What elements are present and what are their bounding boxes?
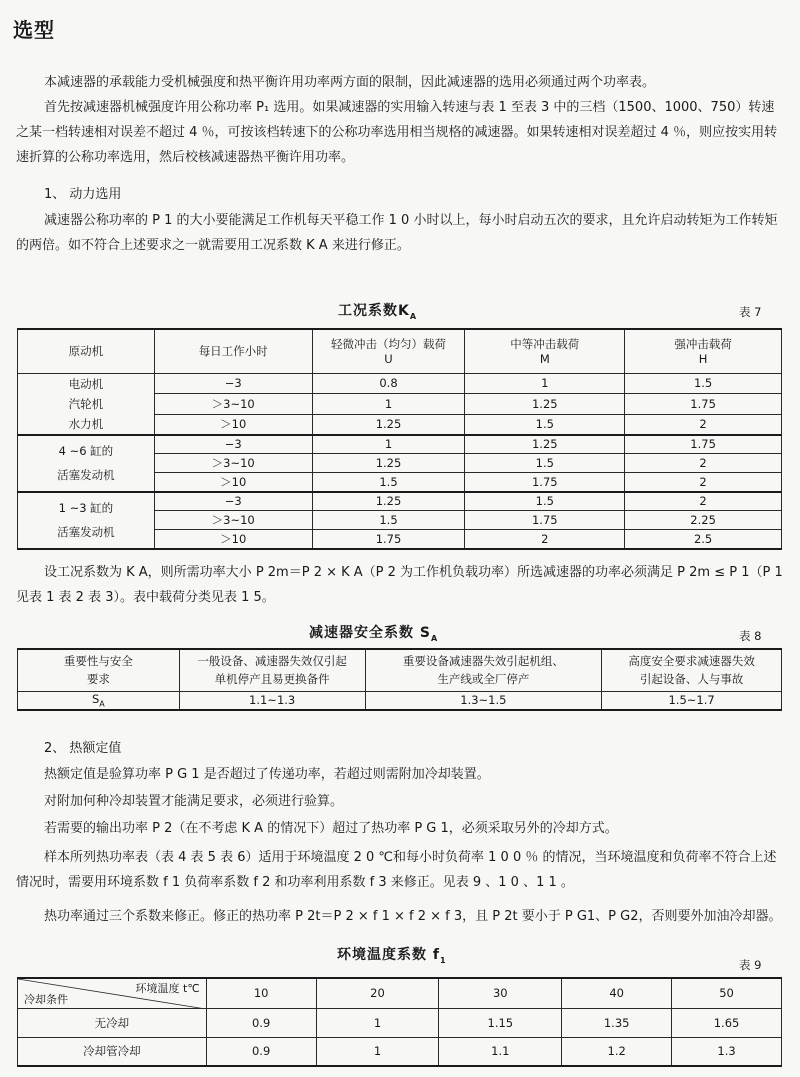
table7-cell: 2	[465, 530, 625, 549]
table9-header-row	[18, 978, 782, 1008]
table8-caption: 减速器安全系数 $S_A$	[309, 625, 439, 643]
table8-safety-factor	[17, 648, 782, 711]
table9-temp: 50	[672, 978, 782, 1008]
table9-corner-cell	[18, 978, 207, 1008]
table7-cell: 1.5	[465, 414, 625, 435]
table9-cell: 1.1	[439, 1037, 562, 1066]
section-heading-power: 1、 动力选用	[44, 187, 122, 202]
paragraph-power: 减速器公称功率的 P 1 的大小要能满足工作机每天平稳工作 1 0 小时以上，每小时启动五次的要求，且允许启动转矩为工作转矩的两倍。如不符合上述要求之一就需要用工况系数 K A 来进行修正。	[16, 213, 778, 253]
table7-cell: 1.75	[625, 435, 782, 454]
table7-cell: 2	[625, 473, 782, 492]
table7-cell: 1.25	[312, 454, 465, 473]
table-row	[18, 373, 782, 394]
table-row	[18, 1037, 782, 1066]
table8-header-high-safety: 高度安全要求减速器失效 引起设备、人与事故	[602, 649, 782, 691]
table7-cell: 1.5	[465, 492, 625, 511]
table9-cell: 1.65	[672, 1008, 782, 1037]
table9-caption: 环境温度系数 $f_1$	[337, 947, 447, 965]
table7-header-hours: 每日工作小时	[154, 329, 312, 373]
table8-cell: 1.3~1.5	[365, 691, 602, 710]
table7-caption: 工况系数$K_A$	[338, 303, 418, 321]
table7-cell: 2	[625, 492, 782, 511]
table9-cell: 0.9	[206, 1008, 316, 1037]
table9-cell: 1	[316, 1037, 439, 1066]
table7-cell: 0.8	[312, 373, 465, 394]
table9-corner-bottom: 冷却条件	[24, 992, 68, 1006]
table-row	[18, 691, 782, 710]
table7-cell: ＞10	[154, 414, 312, 435]
table8-header-general: 一般设备、减速器失效仅引起 单机停产且易更换备件	[179, 649, 365, 691]
table7-mover-group3: 1 ~3 缸的 活塞发动机	[18, 492, 155, 549]
table7-cell: 1.25	[312, 492, 465, 511]
table7-cell: 1.75	[465, 473, 625, 492]
table9-number: 表 9	[739, 958, 762, 972]
table7-mover-group1: 电动机 汽轮机 水力机	[18, 373, 155, 435]
table7-cell: 1.5	[312, 473, 465, 492]
table7-cell: 1.75	[625, 394, 782, 415]
table9-row-label: 无冷却	[18, 1008, 207, 1037]
table9-corner-top: 环境温度 t℃	[135, 982, 200, 995]
table8-cell: 1.5~1.7	[602, 691, 782, 710]
table7-service-factor	[17, 328, 782, 550]
table7-cell: 1.25	[465, 394, 625, 415]
paragraph-thermal-4: 样本所列热功率表（表 4 表 5 表 6）适用于环境温度 2 0 ℃和每小时负荷率 1 0 0 ％ 的情况，当环境温度和负荷率不符合上述情况时，需要用环境系数 f 1 负荷率系数 f 2 和功率利用系数 f 3 来修正。见表 9 、1 0 、1 1 。	[16, 850, 777, 890]
table9-cell: 1.3	[672, 1037, 782, 1066]
table7-cell: 1.25	[312, 414, 465, 435]
table8-number: 表 8	[739, 629, 762, 643]
table7-cell: 2.5	[625, 530, 782, 549]
paragraph-selection: 首先按减速器机械强度许用公称功率 P₁ 选用。如果减速器的实用输入转速与表 1 至表 3 中的三档（1500、1000、750）转速之某一档转速相对误差不超过 4 ％，可按该档转速下的公称功率选用相当规格的减速器。如果转速相对误差超过 4 ％，则应按实用转速折算的公称功率选用，然后校核减速器热平衡许用功率。	[16, 100, 778, 165]
table7-cell: 1.5	[625, 373, 782, 394]
table9-cell: 1.15	[439, 1008, 562, 1037]
table8-cell: 1.1~1.3	[179, 691, 365, 710]
table7-header-row	[18, 329, 782, 373]
table7-cell: 1	[312, 394, 465, 415]
table9-cell: 1	[316, 1008, 439, 1037]
table7-number: 表 7	[739, 305, 762, 319]
table7-cell: ＞3~10	[154, 511, 312, 530]
table7-cell: 1.5	[465, 454, 625, 473]
table7-header-m: 中等冲击载荷 M	[465, 329, 625, 373]
table7-cell: ＞3~10	[154, 394, 312, 415]
table8-header-row	[18, 649, 782, 691]
table8-header-important: 重要设备减速器失效引起机组、 生产线或全厂停产	[365, 649, 602, 691]
table7-cell: 2	[625, 454, 782, 473]
table9-temp: 40	[562, 978, 672, 1008]
paragraph-thermal-3: 若需要的输出功率 P 2（在不考虑 K A 的情况下）超过了热功率 P G 1，必须采取另外的冷却方式。	[44, 821, 618, 836]
paragraph-thermal-1: 热额定值是验算功率 P G 1 是否超过了传递功率，若超过则需附加冷却装置。	[44, 767, 490, 782]
table-row	[18, 435, 782, 454]
table9-temp: 20	[316, 978, 439, 1008]
table7-cell: ＞3~10	[154, 454, 312, 473]
table7-cell: 1.75	[312, 530, 465, 549]
paragraph-required-power: 设工况系数为 K A，则所需功率大小 P 2m＝P 2 × K A（P 2 为工作机负载功率）所选减速器的功率必须满足 P 2m ≤ P 1（P 1 见表 1 表 2 表 3）。表中载荷分类见表 1 5。	[16, 565, 783, 605]
table8-header-importance: 重要性与安全 要求	[18, 649, 180, 691]
table9-temp: 30	[439, 978, 562, 1008]
table7-cell: 1	[465, 373, 625, 394]
table9-temp: 10	[206, 978, 316, 1008]
table7-header-h: 强冲击载荷 H	[625, 329, 782, 373]
table7-cell: 2	[625, 414, 782, 435]
table9-cell: 0.9	[206, 1037, 316, 1066]
table7-cell: −3	[154, 373, 312, 394]
table9-row-label: 冷却管冷却	[18, 1037, 207, 1066]
table-row	[18, 492, 782, 511]
table7-cell: ＞10	[154, 473, 312, 492]
table7-cell: 1.75	[465, 511, 625, 530]
table9-cell: 1.2	[562, 1037, 672, 1066]
paragraph-thermal-2: 对附加何种冷却装置才能满足要求，必须进行验算。	[44, 794, 344, 809]
table7-header-u: 轻微冲击（均匀）载荷 U	[312, 329, 465, 373]
section-heading-thermal: 2、 热额定值	[44, 741, 122, 756]
table7-cell: 1.5	[312, 511, 465, 530]
table7-cell: −3	[154, 435, 312, 454]
table7-cell: ＞10	[154, 530, 312, 549]
table-row	[18, 1008, 782, 1037]
page-title: 选型	[13, 18, 55, 42]
table7-header-mover: 原动机	[18, 329, 155, 373]
paragraph-thermal-5: 热功率通过三个系数来修正。修正的热功率 P 2t＝P 2 × f 1 × f 2 × f 3，且 P 2t 要小于 P G1、P G2，否则要外加油冷却器。	[44, 909, 782, 924]
table7-cell: −3	[154, 492, 312, 511]
table9-cell: 1.35	[562, 1008, 672, 1037]
table7-cell: 1.25	[465, 435, 625, 454]
table7-cell: 1	[312, 435, 465, 454]
table7-cell: 2.25	[625, 511, 782, 530]
paragraph-intro: 本减速器的承载能力受机械强度和热平衡许用功率两方面的限制，因此减速器的选用必须通过两个功率表。	[44, 75, 656, 90]
table8-cell-sa: $S_A$	[18, 691, 180, 710]
table7-mover-group2: 4 ~6 缸的 活塞发动机	[18, 435, 155, 492]
table9-ambient-factor	[17, 977, 782, 1067]
